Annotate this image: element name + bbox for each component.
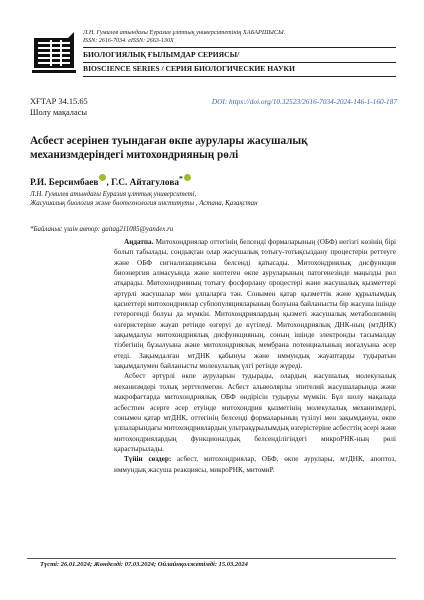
keywords-label: Түйін сөздер: xyxy=(124,455,172,464)
abstract-label: Аңдатпа. xyxy=(124,238,154,246)
abstract-text: Митохондриялар оттегінің белсенді формаларының (ОБФ) негізгі көзінің бірі болып табылады, сондықтан олар жасушалық тотығу-тотықсыздану процестерін реттеуге және ОБФ сигнализациясына белсенді қатысады. Митохондриялық дисфункция биоэнергия алмасуында және көптеген өкпе ауруларының патогенезінде маңызды рөл атқарады. Митохондрияның тотығу фосфорлану процестері және жасушалық қызметтері әртүрлі жасушалар мен ұлпаларға тән. Сонымен қатар қызметтік және құрылымдық қасиеттері митохондриялар субпопуляцияларының болуына байланысты бір жасуша ішінде гетерогенді болуы да мүмкін. Митохондриялардың қызметі жасушалық метаболизмнің өзгеристеріне жауап ретінде өзгеруі де күтіледі. Митохондриялық ДНК-ның (мтДНК) зақымдалуы митохондриялық дисфункцияның, соның ішінде электронды тасымалдау тізбегінің бұзылуына және митохондриялық мембрана потенциалының жоғалуына әсер етеді. Зақымдалған мтДНК қабынуы және иммундық жауаптарды тудыратын зақымдалумен байланысты молекулалық үлгі ретінде жүреді. xyxy=(114,238,397,371)
affiliation-line: Жасушалық биология және биотехнология институты , Астана, Қазақстан xyxy=(30,200,258,207)
correspondence-email: *Байланыс үшін автор: gaitag211085@yandex.ru xyxy=(30,226,174,233)
footer-rule xyxy=(27,558,396,559)
series-title-en-ru: BIOSCIENCE SERIES / СЕРИЯ БИОЛОГИЧЕСКИЕ НАУКИ xyxy=(83,64,295,73)
author-name: Г.С. Айтагулова xyxy=(111,178,179,189)
abstract-paragraph xyxy=(114,237,396,371)
keywords-text: асбест, митохондриялар, ОБФ, өкпе аурулары, мтДНК, апоптоз, иммундық жасуша реакциясы, микроРНК, митомиР. xyxy=(114,455,397,474)
doi-link[interactable]: DOI: https://doi.org/10.32523/2616-7034-2024-146-1-160-187 xyxy=(211,97,397,106)
journal-issn: ISSN: 2616-7034. eISSN: 2663-130X xyxy=(83,38,174,44)
orcid-icon[interactable] xyxy=(184,174,191,181)
series-title-kz: БИОЛОГИЯЛЫҚ ҒЫЛЫМДАР СЕРИЯСЫ/ xyxy=(83,50,240,59)
author-name: Р.И. Берсимбаев xyxy=(30,178,99,189)
corresponding-mark: * xyxy=(179,174,183,183)
article-type: Шолу мақаласы xyxy=(30,108,88,117)
abstract-paragraph: Асбест әртүрлі өкпе ауруларын тудырады, олардың жасушалық молекулалық механизмдері толық зерттелмеген. Асбест альвеолярлы эпителий жасушаларында және макрофагтарда митохондриялық ОБФ өндірісін тудыруы мүмкін. Бұл шолу мақалада асбестпен әсерге әсер етуінде митохондрия қызметінің молекулалық механизмдері, сонымен қатар мтДНК, оттегінің белсенді формаларының түзілуі мен зақымдануы, өкпе ұлпаларындағы митохондриялардың ультрақұрылымдық өзгерістеріне асбесттің әсері және митохондриялардың функционалдық белсенділігіндегі микроРНК-ның рөлі қарастырылады. xyxy=(114,372,396,453)
affiliation-line: Л.Н. Гумилев атындағы Еуразия ұлттық университеті, xyxy=(30,191,197,198)
abstract-block xyxy=(114,237,396,475)
received-dates: Түсті: 26.01.2024; Жөнделді: 07.03.2024; Ойлайнқолжетімді: 15.03.2024 xyxy=(40,561,248,568)
header-rule xyxy=(83,47,396,48)
udc-code: ХҒТАР 34.15.65 xyxy=(30,97,88,106)
journal-name: Л.Н. Гумилев атындағы Еуразия ұлттық университетінің ХАБАРШЫСЫ. xyxy=(83,29,286,36)
university-building-logo xyxy=(30,28,78,76)
header-rule xyxy=(83,76,396,77)
author-separator: , xyxy=(106,178,112,189)
keywords-paragraph xyxy=(114,454,396,475)
article-title: Асбест әсерінен туындаған өкпе аурулары жасушалық механизмдеріндегі митохондрияның рөлі xyxy=(30,135,308,161)
author-list xyxy=(30,173,191,189)
